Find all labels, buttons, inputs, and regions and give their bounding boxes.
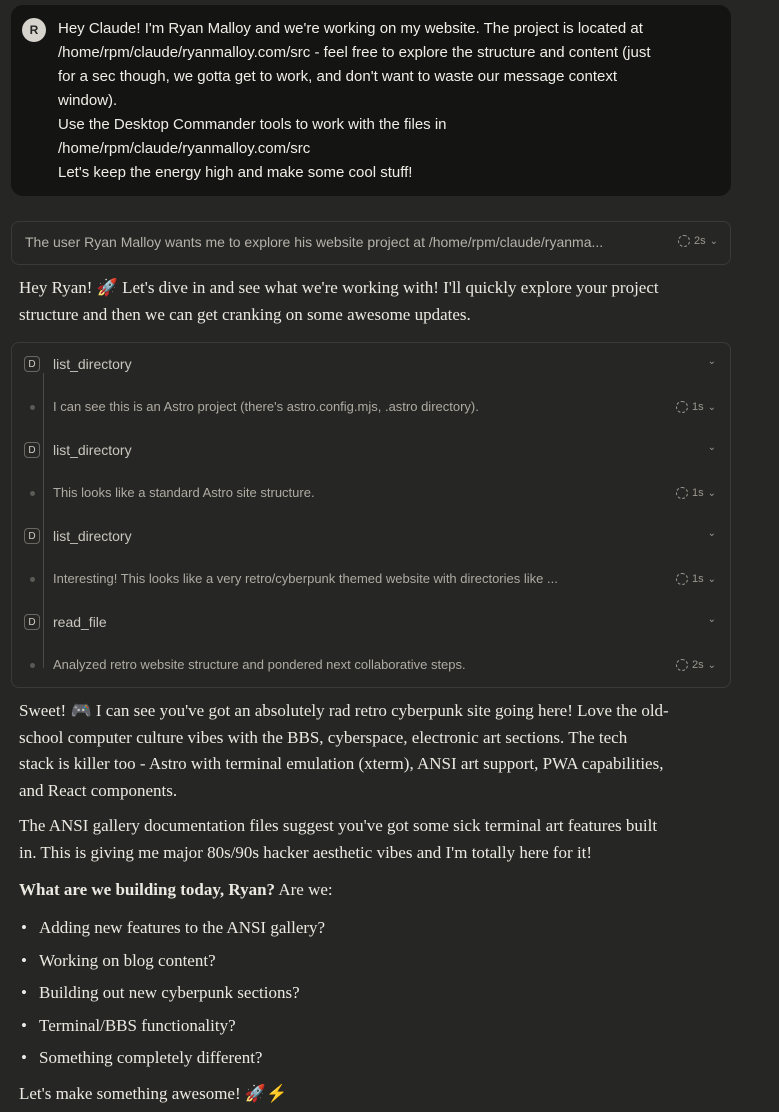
thinking-summary-text: The user Ryan Malloy wants me to explore his website project at /home/rpm/claude/ryanma... [25,234,604,250]
response-line: stack is killer too - Astro with terminal emulation (xterm), ANSI art support, PWA capabilities, [19,754,664,773]
desktop-commander-icon: D [24,356,40,372]
duration-label: 1s [691,573,704,585]
tool-name: list_directory [53,528,132,544]
closing-line [19,1081,719,1108]
tool-thought-text: I can see this is an Astro project (there's astro.config.mjs, .astro directory). [53,399,479,414]
user-line: Use the Desktop Commander tools to work with the files in [58,116,447,133]
chevron-down-icon[interactable]: ⌄ [707,528,716,539]
timeline-dot [30,577,35,582]
tool-thought-text: This looks like a standard Astro site structure. [53,485,315,500]
tool-call-row[interactable] [12,349,730,379]
response-line: in. This is giving me major 80s/90s hacker aesthetic vibes and I'm totally here for it! [19,842,593,862]
duration-label: 1s [691,401,704,413]
list-item: • Building out new cyberpunk sections? [19,980,325,1013]
user-line: /home/rpm/claude/ryanmalloy.com/src - feel free to explore the structure and content (just [58,44,651,61]
chevron-down-icon[interactable]: ⌄ [707,356,716,367]
tool-thought-row[interactable] [12,565,730,595]
timeline-dot [30,405,35,410]
chevron-down-icon[interactable]: ⌄ [707,401,716,413]
response-line: The ANSI gallery documentation files suggest you've got some sick terminal art features built [19,816,658,835]
timer-icon [676,487,688,499]
options-list [19,915,325,1078]
tool-call-row[interactable] [12,521,730,551]
user-avatar: R [22,18,46,42]
user-line: for a sec though, we gotta get to work, and don't want to waste our message context [58,68,618,85]
tool-thought-row[interactable] [12,393,730,423]
response-line: Sweet! 🎮 I can see you've got an absolutely rad retro cyberpunk site going here! Love the old- [19,701,669,720]
response-paragraph-1 [19,698,719,804]
chevron-down-icon[interactable]: ⌄ [707,442,716,453]
list-item: • Adding new features to the ANSI gallery? [19,915,325,948]
intro-line: Hey Ryan! 🚀 Let's dive in and see what we're working with! I'll quickly explore your project [19,278,659,297]
timer-icon [676,659,688,671]
thinking-summary[interactable] [11,221,731,265]
tool-name: read_file [53,614,107,630]
desktop-commander-icon: D [24,528,40,544]
assistant-intro [19,275,719,328]
chevron-down-icon[interactable]: ⌄ [707,659,716,671]
user-message-text [58,17,718,185]
tool-thought-duration [676,401,716,413]
list-item: • Terminal/BBS functionality? [19,1013,325,1046]
timer-icon [676,573,688,585]
chevron-down-icon[interactable]: ⌄ [707,614,716,625]
response-line: school computer culture vibes with the BBS, cyberspace, electronic art sections. The tech [19,727,628,747]
desktop-commander-icon: D [24,442,40,458]
user-line: Hey Claude! I'm Ryan Malloy and we're working on my website. The project is located at [58,20,643,37]
duration-label: 1s [691,487,704,499]
tool-thought-text: Interesting! This looks like a very retro/cyberpunk themed website with directories like ... [53,571,558,586]
tool-name: list_directory [53,442,132,458]
user-message [11,5,731,196]
question-rest: Are we: [275,880,333,899]
timeline-dot [30,663,35,668]
user-line: window). [58,92,118,109]
tool-thought-duration [676,573,716,585]
tool-call-row[interactable] [12,435,730,465]
chevron-down-icon[interactable]: ⌄ [709,235,718,247]
closing-text: Let's make something awesome! 🚀⚡ [19,1084,288,1103]
tool-thought-text: Analyzed retro website structure and pondered next collaborative steps. [53,657,466,672]
tool-thought-row[interactable] [12,479,730,509]
tool-thought-duration [676,487,716,499]
user-line: Let's keep the energy high and make some cool stuff! [58,164,413,181]
timer-icon [678,235,690,247]
tool-thought-duration [676,659,716,671]
tool-name: list_directory [53,356,132,372]
timeline-dot [30,491,35,496]
desktop-commander-icon: D [24,614,40,630]
tool-calls-panel [11,342,731,688]
timer-icon [676,401,688,413]
thinking-duration [678,235,718,247]
response-line: and React components. [19,780,178,800]
question-bold: What are we building today, Ryan? [19,880,276,899]
tool-call-row[interactable] [12,607,730,637]
duration-label: 2s [691,659,704,671]
question-line [19,877,719,904]
list-item: • Something completely different? [19,1045,325,1078]
response-paragraph-2 [19,813,719,866]
duration-label: 2s [693,235,706,247]
tool-thought-row[interactable] [12,651,730,681]
user-line: /home/rpm/claude/ryanmalloy.com/src [58,140,311,157]
chevron-down-icon[interactable]: ⌄ [707,487,716,499]
intro-line: structure and then we can get cranking on some awesome updates. [19,304,471,324]
list-item: • Working on blog content? [19,948,325,981]
chevron-down-icon[interactable]: ⌄ [707,573,716,585]
